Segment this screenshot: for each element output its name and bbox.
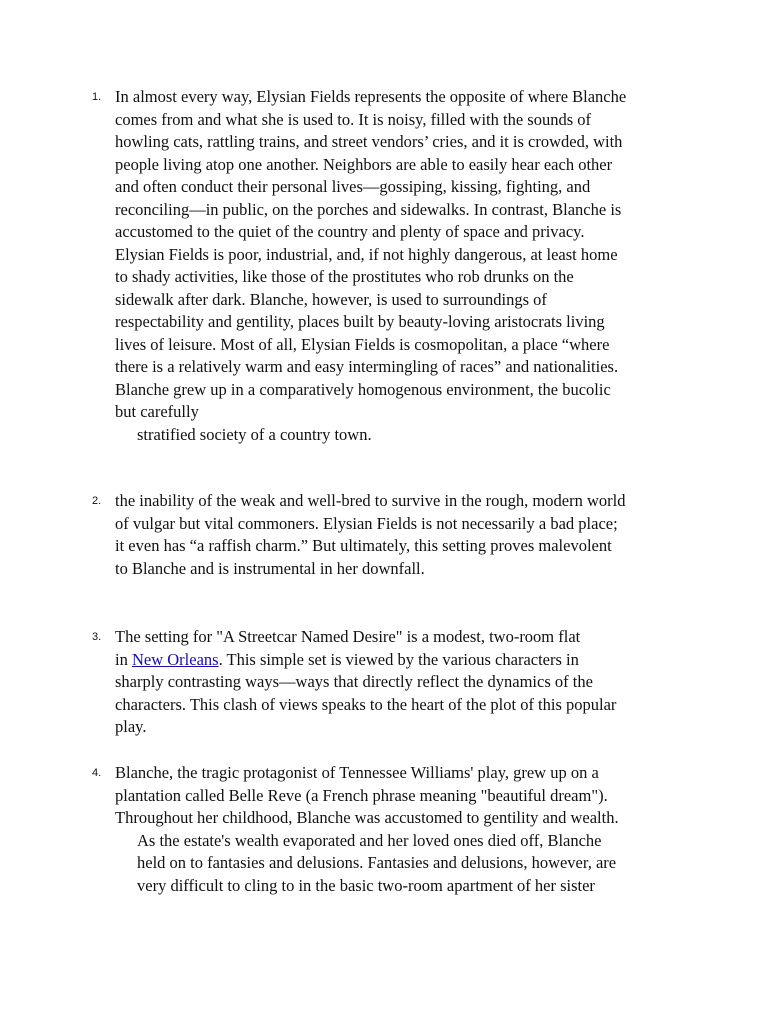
text-line: sidewalk after dark. Blanche, however, is used to surroundings of (115, 289, 547, 309)
text-line: howling cats, rattling trains, and street vendors’ cries, and it is crowded, with (115, 132, 623, 151)
list-item-3 (92, 626, 682, 739)
list-number-3: 3. (92, 631, 102, 643)
text-line: accustomed to the quiet of the country and plenty of space and privacy. (115, 222, 585, 241)
text-line: but carefully (115, 402, 199, 421)
text-line: The setting for "A Streetcar Named Desire" is a modest, two-room flat (115, 627, 581, 646)
text-line-indented: As the estate's wealth evaporated and her loved ones died off, Blanche (137, 830, 602, 850)
text-line-indented: very difficult to cling to in the basic two-room apartment of her sister (137, 875, 595, 895)
text-line: and often conduct their personal lives—gossiping, kissing, fighting, and (115, 177, 591, 196)
text-line: plantation called Belle Reve (a French phrase meaning "beautiful dream"). (115, 785, 608, 805)
text-line: of vulgar but vital commoners. Elysian Fields is not necessarily a bad place; (115, 513, 618, 533)
list-number-2: 2. (92, 495, 102, 507)
text-line: sharply contrasting ways—ways that directly reflect the dynamics of the (115, 672, 593, 691)
text-line: it even has “a raffish charm.” But ultimately, this setting proves malevolent (115, 536, 612, 555)
text-fragment: . This simple set is viewed by the various characters in (218, 649, 579, 669)
text-fragment: in (115, 649, 132, 669)
text-line: characters. This clash of views speaks to the heart of the plot of this popular (115, 694, 617, 714)
text-line: to shady activities, like those of the prostitutes who rob drunks on the (115, 267, 574, 286)
list-number-1: 1. (92, 91, 102, 103)
list-item-3-text (115, 626, 682, 739)
list-item-4 (92, 762, 682, 897)
text-line: the inability of the weak and well-bred to survive in the rough, modern world (115, 491, 626, 510)
new-orleans-link[interactable]: New Orleans (131, 649, 219, 669)
text-line: respectability and gentility, places built by beauty-loving aristocrats living (115, 312, 605, 331)
text-line: comes from and what she is used to. It is noisy, filled with the sounds of (115, 109, 591, 129)
text-line: In almost every way, Elysian Fields represents the opposite of where Blanche (115, 87, 627, 106)
text-line: play. (115, 717, 147, 736)
text-line-indented: stratified society of a country town. (137, 424, 372, 444)
list-item-2 (92, 490, 682, 580)
list-number-4: 4. (92, 767, 102, 779)
text-line: Throughout her childhood, Blanche was accustomed to gentility and wealth. (115, 808, 619, 827)
list-item-4-text (115, 762, 682, 897)
list-item-2-text (115, 490, 682, 580)
text-line-with-link (115, 649, 682, 672)
text-line: Blanche, the tragic protagonist of Tennessee Williams' play, grew up on a (115, 763, 599, 782)
list-item-1 (92, 86, 682, 446)
text-line: there is a relatively warm and easy intermingling of races” and nationalities. (115, 357, 619, 376)
text-line: lives of leisure. Most of all, Elysian Fields is cosmopolitan, a place “where (115, 334, 610, 354)
text-line-indented: held on to fantasies and delusions. Fantasies and delusions, however, are (137, 853, 617, 872)
text-line: reconciling—in public, on the porches and sidewalks. In contrast, Blanche is (115, 199, 622, 219)
text-line: Blanche grew up in a comparatively homogenous environment, the bucolic (115, 379, 611, 399)
text-line: to Blanche and is instrumental in her downfall. (115, 558, 425, 578)
text-line: Elysian Fields is poor, industrial, and, if not highly dangerous, at least home (115, 244, 618, 264)
list-item-1-text (115, 86, 682, 446)
text-line: people living atop one another. Neighbors are able to easily hear each other (115, 154, 613, 174)
